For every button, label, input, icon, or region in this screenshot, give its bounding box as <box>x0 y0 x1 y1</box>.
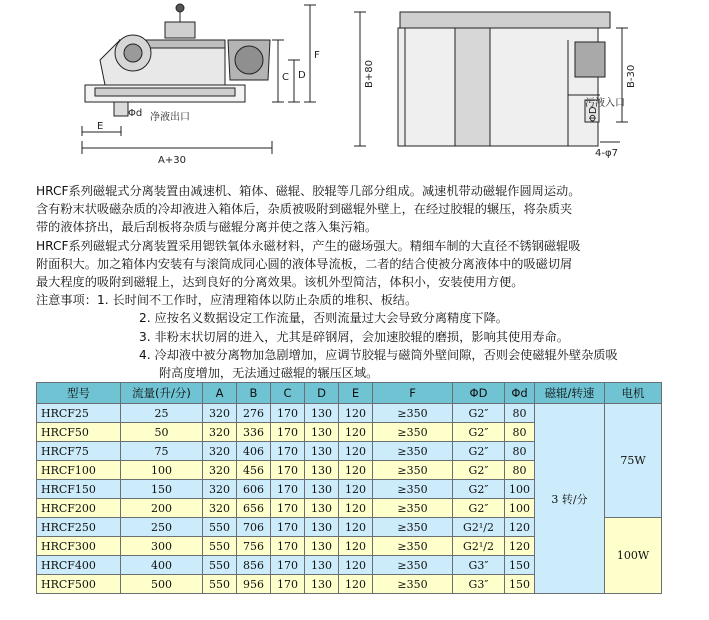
note-1: 1. 长时间不工作时，应清理箱体以防止杂质的堆积、板结。 <box>96 293 418 308</box>
cell-d: 130 <box>305 575 339 594</box>
cell-pd: 150 <box>505 556 535 575</box>
front-view <box>354 12 628 146</box>
table-row <box>37 404 662 423</box>
cell-c: 170 <box>271 480 305 499</box>
cell-flow: 50 <box>121 423 203 442</box>
cell-model: HRCF50 <box>37 423 121 442</box>
header-phid: Φd <box>505 383 535 404</box>
desc-line-3: 带的液体挤出，最后刮板将杂质与磁辊分离并使之落入集污箱。 <box>36 220 378 235</box>
cell-d: 130 <box>305 480 339 499</box>
desc-line-4: HRCF系列磁辊式分离装置采用锶铁氧体永磁材料，产生的磁场强大。精细车制的大直径不锈钢磁辊吸 <box>36 238 581 253</box>
cell-pd: 80 <box>505 461 535 480</box>
cell-f: ≥350 <box>373 575 453 594</box>
cell-f: ≥350 <box>373 499 453 518</box>
cell-a: 550 <box>203 518 237 537</box>
dim-phiD: ΦD <box>588 106 599 122</box>
note-4: 4. 冷却液中被分离物加急剧增加，应调节胶辊与磁筒外壁间隙，否则会使磁辊外壁杂质吸 <box>139 347 618 362</box>
cell-c: 170 <box>271 442 305 461</box>
cell-flow: 200 <box>121 499 203 518</box>
cell-d: 130 <box>305 461 339 480</box>
dim-f: F <box>314 50 320 61</box>
cell-a: 320 <box>203 423 237 442</box>
cell-b: 956 <box>237 575 271 594</box>
header-b: B <box>237 383 271 404</box>
notes-row-1 <box>36 291 701 309</box>
desc-line-1: HRCF系列磁辊式分离装置由减速机、箱体、磁辊、胶辊等几部分组成。减速机带动磁辊作圆周运动。 <box>36 184 581 198</box>
outlet-label: 净液出口 <box>150 112 190 123</box>
header-c: C <box>271 383 305 404</box>
cell-pd: 120 <box>505 537 535 556</box>
cell-e: 120 <box>339 442 373 461</box>
cell-f: ≥350 <box>373 556 453 575</box>
dim-c: C <box>282 72 289 83</box>
cell-a: 320 <box>203 499 237 518</box>
cell-model: HRCF25 <box>37 404 121 423</box>
cell-flow: 25 <box>121 404 203 423</box>
note-4-cont: 附高度增加，无法通过磁辊的辗压区域。 <box>159 366 379 381</box>
desc-line-2: 含有粉末状吸磁杂质的冷却液进入箱体后，杂质被吸附到磁辊外壁上，在经过胶辊的辗压，将杂质夹 <box>36 202 573 217</box>
header-e: E <box>339 383 373 404</box>
cell-pd: G2″ <box>453 442 505 461</box>
note-2: 2. 应按名义数据设定工作流量，否则流量过大会导致分离精度下降。 <box>139 311 508 326</box>
dim-b80: B+80 <box>364 60 375 88</box>
cell-c: 170 <box>271 537 305 556</box>
cell-a: 320 <box>203 442 237 461</box>
cell-model: HRCF250 <box>37 518 121 537</box>
cell-pd: 100 <box>505 499 535 518</box>
desc-line-6: 最大程度的吸附到磁辊上，达到良好的分离效果。该机外型简洁，体积小，安装使用方便。 <box>36 275 524 290</box>
cell-model: HRCF75 <box>37 442 121 461</box>
cell-flow: 400 <box>121 556 203 575</box>
cell-flow: 500 <box>121 575 203 594</box>
desc-line-5: 附面积大。加之箱体内安装有与滚筒成同心圆的液体导流板，二者的结合使被分离液体中的吸磁切屑 <box>36 256 573 271</box>
cell-pd: G3″ <box>453 556 505 575</box>
cell-f: ≥350 <box>373 404 453 423</box>
cell-pd: G2″ <box>453 480 505 499</box>
cell-e: 120 <box>339 499 373 518</box>
cell-d: 130 <box>305 442 339 461</box>
cell-pd: 80 <box>505 423 535 442</box>
cell-e: 120 <box>339 461 373 480</box>
spec-table <box>36 382 662 594</box>
header-flow: 流量(升/分) <box>121 383 203 404</box>
cell-f: ≥350 <box>373 537 453 556</box>
cell-f: ≥350 <box>373 518 453 537</box>
cell-a: 550 <box>203 537 237 556</box>
cell-c: 170 <box>271 404 305 423</box>
dim-phid: Φd <box>128 108 143 119</box>
cell-model: HRCF500 <box>37 575 121 594</box>
cell-pd: G2″ <box>453 423 505 442</box>
cell-e: 120 <box>339 480 373 499</box>
cell-e: 120 <box>339 556 373 575</box>
header-a: A <box>203 383 237 404</box>
header-model: 型号 <box>37 383 121 404</box>
cell-b: 856 <box>237 556 271 575</box>
header-f: F <box>373 383 453 404</box>
cell-b: 456 <box>237 461 271 480</box>
table-header-row <box>37 383 662 404</box>
cell-d: 130 <box>305 518 339 537</box>
cell-model: HRCF100 <box>37 461 121 480</box>
cell-b: 606 <box>237 480 271 499</box>
cell-e: 120 <box>339 404 373 423</box>
notes-heading: 注意事项： <box>36 293 97 308</box>
cell-pd: G2¹/2 <box>453 537 505 556</box>
cell-pd: 80 <box>505 404 535 423</box>
cell-e: 120 <box>339 518 373 537</box>
header-phiD: ΦD <box>453 383 505 404</box>
note-3: 3. 非粉末状切屑的进入，尤其是碎钢屑，会加速胶辊的磨损，影响其使用寿命。 <box>139 329 569 344</box>
cell-d: 130 <box>305 404 339 423</box>
header-d: D <box>305 383 339 404</box>
cell-flow: 250 <box>121 518 203 537</box>
cell-model: HRCF150 <box>37 480 121 499</box>
cell-c: 170 <box>271 556 305 575</box>
cell-b: 656 <box>237 499 271 518</box>
cell-e: 120 <box>339 537 373 556</box>
cell-flow: 100 <box>121 461 203 480</box>
cell-e: 120 <box>339 423 373 442</box>
cell-pd: 150 <box>505 575 535 594</box>
cell-d: 130 <box>305 537 339 556</box>
cell-b: 756 <box>237 537 271 556</box>
cell-c: 170 <box>271 518 305 537</box>
cell-c: 170 <box>271 499 305 518</box>
cell-f: ≥350 <box>373 480 453 499</box>
header-motor: 电机 <box>605 383 662 404</box>
dim-d-side: D <box>298 70 306 81</box>
cell-a: 320 <box>203 480 237 499</box>
cell-c: 170 <box>271 423 305 442</box>
dim-e: E <box>97 121 104 132</box>
cell-flow: 75 <box>121 442 203 461</box>
speed-cell: 3 转/分 <box>535 404 605 594</box>
motor-cell-75w: 75W <box>605 404 662 518</box>
inlet-label: 污液入口 <box>585 98 625 109</box>
cell-pd: G2″ <box>453 499 505 518</box>
cell-f: ≥350 <box>373 461 453 480</box>
cell-f: ≥350 <box>373 423 453 442</box>
cell-e: 120 <box>339 575 373 594</box>
dim-a30: A+30 <box>158 155 186 166</box>
cell-d: 130 <box>305 499 339 518</box>
cell-flow: 150 <box>121 480 203 499</box>
cell-pd: 120 <box>505 518 535 537</box>
cell-pd: G2″ <box>453 404 505 423</box>
motor-cell-100w: 100W <box>605 518 662 594</box>
cell-a: 320 <box>203 461 237 480</box>
cell-pd: G3″ <box>453 575 505 594</box>
cell-d: 130 <box>305 556 339 575</box>
cell-a: 550 <box>203 556 237 575</box>
cell-pd: G2¹/2 <box>453 518 505 537</box>
cell-b: 336 <box>237 423 271 442</box>
cell-pd: 80 <box>505 442 535 461</box>
cell-a: 550 <box>203 575 237 594</box>
cell-pd: 100 <box>505 480 535 499</box>
cell-model: HRCF200 <box>37 499 121 518</box>
description <box>36 182 701 382</box>
cell-model: HRCF300 <box>37 537 121 556</box>
cell-pd: G2″ <box>453 461 505 480</box>
cell-b: 276 <box>237 404 271 423</box>
cell-flow: 300 <box>121 537 203 556</box>
cell-a: 320 <box>203 404 237 423</box>
header-speed: 磁辊/转速 <box>535 383 605 404</box>
technical-drawing <box>0 0 709 180</box>
cell-b: 406 <box>237 442 271 461</box>
cell-f: ≥350 <box>373 442 453 461</box>
holes-label: 4-φ7 <box>595 148 618 159</box>
dim-b30: B-30 <box>626 64 637 88</box>
cell-model: HRCF400 <box>37 556 121 575</box>
cell-b: 706 <box>237 518 271 537</box>
cell-d: 130 <box>305 423 339 442</box>
cell-c: 170 <box>271 461 305 480</box>
side-view <box>82 4 316 154</box>
cell-c: 170 <box>271 575 305 594</box>
